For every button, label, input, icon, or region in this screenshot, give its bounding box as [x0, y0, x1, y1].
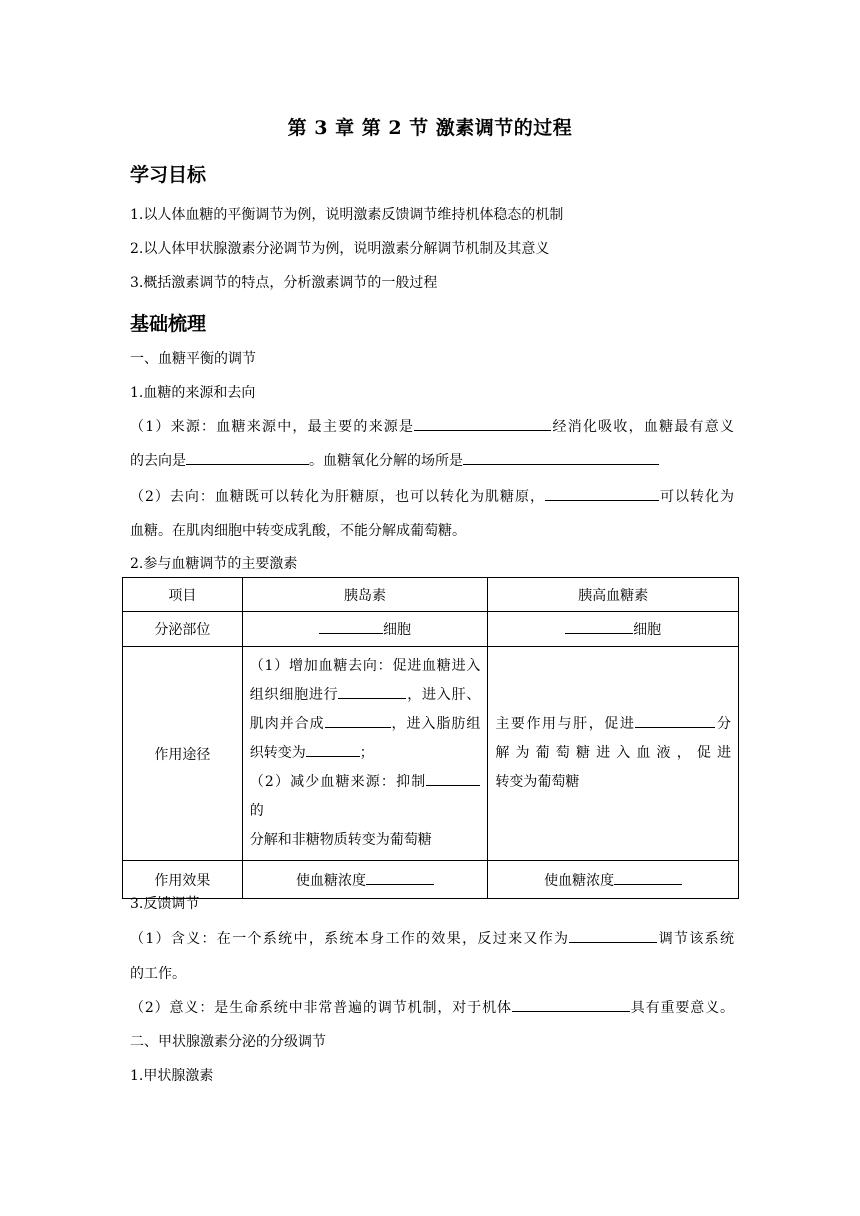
- goal-item: 3.概括激素调节的特点，分析激素调节的一般过程: [130, 275, 438, 291]
- cell-line: [495, 710, 731, 739]
- text-span: （2）减少血糖来源：抑制: [249, 774, 427, 790]
- fill-blank[interactable]: [545, 486, 659, 501]
- table-header: 胰高血糖素: [488, 578, 739, 612]
- text-span: 肌肉并合成: [249, 716, 325, 732]
- subsection-heading: 3.反馈调节: [130, 896, 200, 912]
- text-span: ，进入脂肪组: [390, 716, 481, 732]
- fill-blank[interactable]: [635, 713, 715, 728]
- paragraph-line: [130, 416, 734, 436]
- table-cell: [242, 612, 488, 647]
- text-span: （1）来源：血糖来源中，最主要的来源是: [130, 419, 415, 435]
- fill-blank[interactable]: [338, 684, 406, 699]
- fill-blank[interactable]: [306, 742, 360, 757]
- fill-blank[interactable]: [512, 997, 630, 1012]
- table-row: [123, 647, 739, 861]
- fill-blank[interactable]: [414, 416, 551, 431]
- table-cell: [488, 647, 739, 861]
- cell-line: [250, 739, 481, 768]
- text-span: 分: [715, 716, 732, 732]
- table-row: [123, 861, 739, 899]
- text-span: 具有重要意义。: [629, 1000, 734, 1016]
- text-span: 主要作用与肝，促进: [495, 716, 636, 732]
- section-heading: 一、血糖平衡的调节: [130, 351, 256, 367]
- section-heading: 二、甲状腺激素分泌的分级调节: [130, 1034, 326, 1050]
- text-span: 的: [249, 803, 264, 819]
- fill-blank[interactable]: [426, 771, 480, 786]
- row-label: 作用效果: [123, 861, 243, 899]
- fill-blank[interactable]: [319, 619, 383, 634]
- fill-blank[interactable]: [325, 713, 391, 728]
- paragraph-line: [130, 928, 734, 948]
- paragraph-line: 的工作。: [130, 966, 186, 982]
- paragraph-line: [130, 997, 734, 1017]
- subsection-heading: 1.血糖的来源和去向: [130, 385, 256, 401]
- text-span: 可以转化为: [659, 489, 735, 505]
- text-span: ，进入肝、: [406, 687, 481, 703]
- text-span: 经消化吸收，血糖最有意义: [551, 419, 735, 435]
- table-cell: [488, 612, 739, 647]
- text-span: 使血糖浓度: [544, 872, 615, 889]
- text-span: 的去向是: [130, 453, 186, 469]
- basics-heading: 基础梳理: [130, 313, 207, 335]
- goals-heading: 学习目标: [130, 164, 207, 186]
- cell-line: 转变为葡萄糖: [495, 774, 580, 790]
- page-title: 第 3 章 第 2 节 激素调节的过程: [287, 117, 573, 139]
- cell-line: 解为葡萄糖进入血液，促进: [495, 745, 731, 761]
- row-label: 分泌部位: [123, 612, 243, 647]
- fill-blank[interactable]: [366, 870, 434, 885]
- text-span: 调节该系统: [657, 931, 735, 947]
- cell-line: [250, 681, 481, 710]
- text-span: 织转变为: [249, 745, 306, 761]
- text-span: 。血糖氧化分解的场所是: [309, 453, 463, 469]
- text-span: 组织细胞进行: [249, 687, 339, 703]
- cell-line: [250, 768, 481, 826]
- paragraph-line: [130, 486, 734, 506]
- hormone-table: [122, 577, 739, 899]
- text-span: 使血糖浓度: [296, 872, 367, 889]
- text-span: （2）去向：血糖既可以转化为肝糖原，也可以转化为肌糖原，: [130, 489, 545, 505]
- fill-blank[interactable]: [569, 928, 657, 943]
- text-span: 细胞: [383, 622, 412, 638]
- paragraph-line: 血糖。在肌肉细胞中转变成乳酸，不能分解成葡萄糖。: [130, 523, 466, 539]
- cell-line: [250, 710, 481, 739]
- fill-blank[interactable]: [463, 450, 659, 465]
- fill-blank[interactable]: [565, 619, 633, 634]
- table-header: 胰岛素: [242, 578, 488, 612]
- subsection-heading: 1.甲状腺激素: [130, 1068, 214, 1084]
- cell-line: （1）增加血糖去向：促进血糖进入: [249, 658, 481, 674]
- fill-blank[interactable]: [614, 870, 682, 885]
- text-span: （1）含义：在一个系统中，系统本身工作的效果，反过来又作为: [130, 931, 570, 947]
- fill-blank[interactable]: [186, 450, 309, 465]
- table-cell: [488, 861, 739, 899]
- table-cell: [242, 647, 488, 861]
- cell-line: 分解和非糖物质转变为葡萄糖: [249, 832, 432, 848]
- goal-item: 1.以人体血糖的平衡调节为例，说明激素反馈调节维持机体稳态的机制: [130, 207, 564, 223]
- row-label: 作用途径: [123, 647, 243, 861]
- table-row: [123, 578, 739, 612]
- subsection-heading: 2.参与血糖调节的主要激素: [130, 556, 298, 572]
- goal-item: 2.以人体甲状腺激素分泌调节为例，说明激素分解调节机制及其意义: [130, 241, 550, 257]
- table-cell: [242, 861, 488, 899]
- text-span: （2）意义：是生命系统中非常普遍的调节机制，对于机体: [130, 1000, 512, 1016]
- table-row: [123, 612, 739, 647]
- table-header: 项目: [123, 578, 243, 612]
- paragraph-line: [130, 450, 659, 470]
- text-span: 细胞: [633, 622, 662, 638]
- text-span: ；: [359, 745, 374, 761]
